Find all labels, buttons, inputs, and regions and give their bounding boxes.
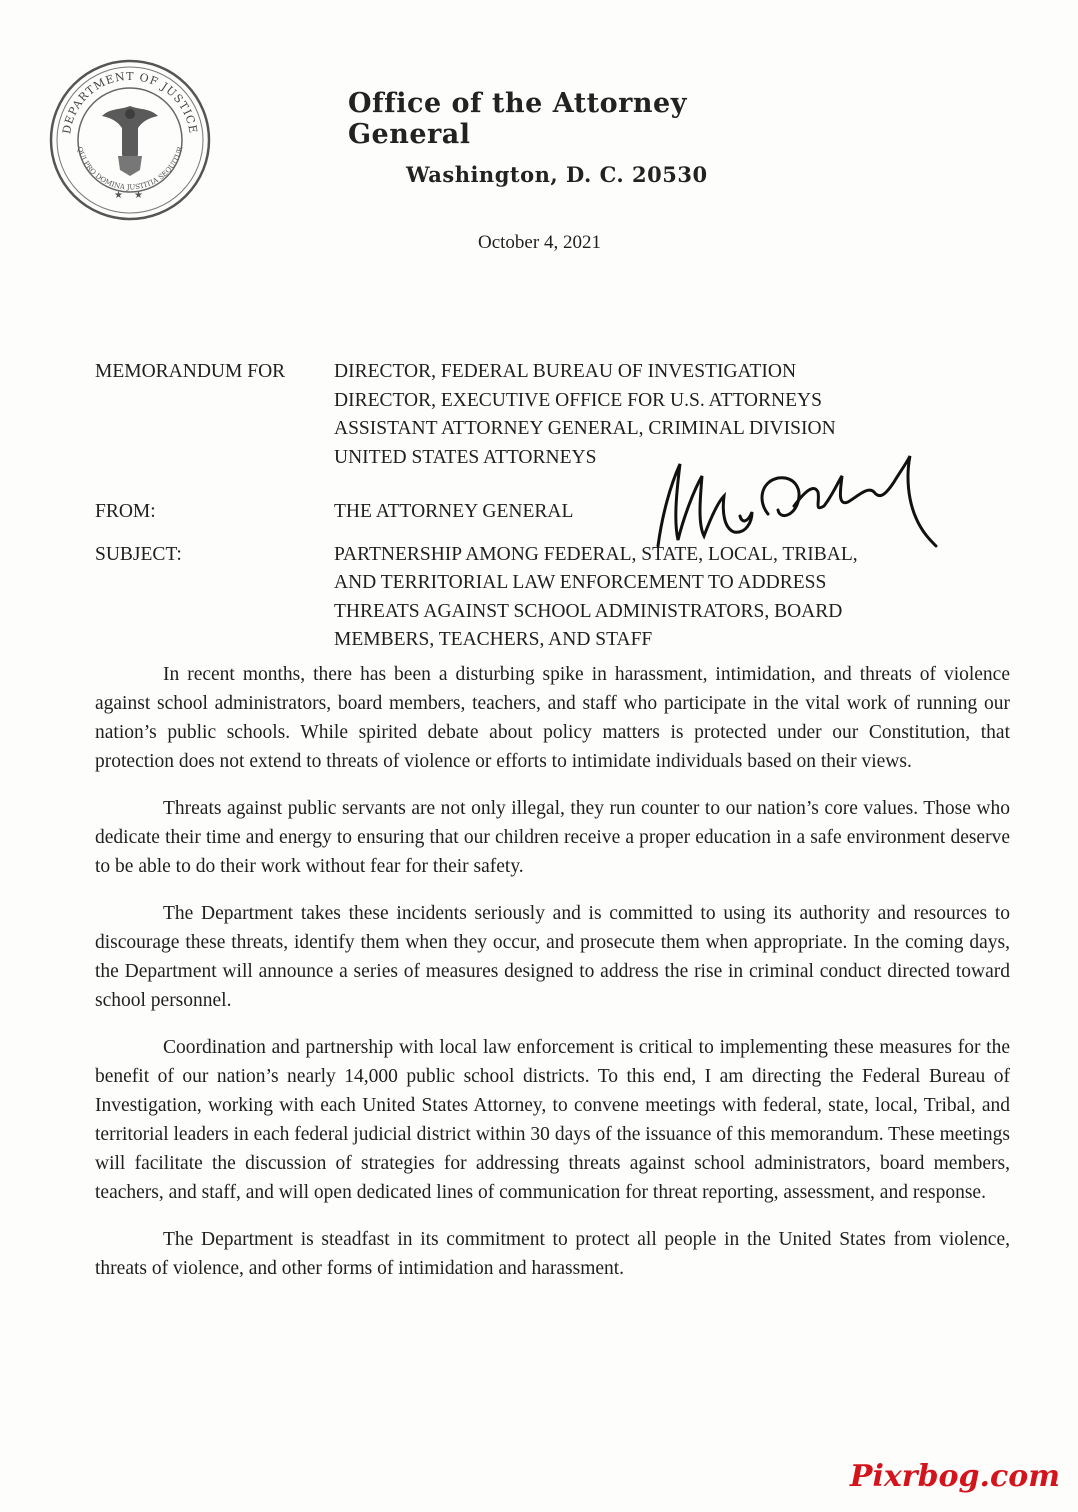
memo-for-label: MEMORANDUM FOR <box>95 361 286 382</box>
memo-subject-label: SUBJECT: <box>95 543 182 565</box>
body-paragraph: In recent months, there has been a disturbing spike in harassment, intimidation, and threats of violence against school administrators, board members, teachers, and staff who participate in the vital work of running our nation’s public schools. While spirited debate about policy matters is protected under our Constitution, that protection does not extend to threats of violence or efforts to intimidate individuals based on their views. <box>95 664 1010 772</box>
body-paragraph: The Department is steadfast in its commitment to protect all people in the United States from violence, threats of violence, and other forms of intimidation and harassment. <box>95 1229 1010 1279</box>
memo-subject-line: AND TERRITORIAL LAW ENFORCEMENT TO ADDRESS <box>334 572 827 593</box>
memo-recipient: ASSISTANT ATTORNEY GENERAL, CRIMINAL DIVISION <box>334 418 836 439</box>
signature-image <box>618 436 938 556</box>
letterhead-office: Office of the Attorney General <box>348 88 687 150</box>
memo-body <box>95 660 1010 1301</box>
memo-subject-row <box>95 541 1025 655</box>
memo-recipient: UNITED STATES ATTORNEYS <box>334 446 597 468</box>
letterhead-city: Washington, D. C. 20530 <box>406 162 708 187</box>
body-paragraph: Threats against public servants are not only illegal, they run counter to our nation’s core values. Those who dedicate their time and energy to ensuring that our children receive a proper education in a safe environment deserve to be able to do their work without fear for their safety. <box>95 798 1010 877</box>
memo-recipient: DIRECTOR, FEDERAL BUREAU OF INVESTIGATION <box>334 361 797 382</box>
memo-from-label: FROM: <box>95 501 156 522</box>
letterhead <box>340 88 810 187</box>
memo-subject-line: MEMBERS, TEACHERS, AND STAFF <box>334 629 653 650</box>
memo-for-row <box>95 358 1025 387</box>
memo-subject-line: PARTNERSHIP AMONG FEDERAL, STATE, LOCAL, TRIBAL, <box>334 543 858 565</box>
watermark: Pixrbog.com <box>849 1459 1060 1494</box>
svg-text:DEPARTMENT OF JUSTICE: DEPARTMENT OF JUSTICE <box>60 69 200 135</box>
memo-subject-line: THREATS AGAINST SCHOOL ADMINISTRATORS, BOARD <box>334 600 843 622</box>
memo-date: October 4, 2021 <box>478 232 601 253</box>
doj-seal-icon <box>48 58 212 222</box>
memo-from-value: THE ATTORNEY GENERAL <box>334 501 574 522</box>
body-paragraph: Coordination and partnership with local law enforcement is critical to implementing these measures for the benefit of our nation’s nearly 14,000 public school districts. To this end, I am directing the Federal Bureau of Investigation, working with each United States Attorney, to convene meetings with federal, state, local, Tribal, and territorial leaders in each federal judicial district within 30 days of the issuance of this memorandum. These meetings will facilitate the discussion of strategies for addressing threats against school administrators, board members, teachers, and staff, and will open dedicated lines of communication for threat reporting, assessment, and response. <box>95 1037 1010 1203</box>
svg-text:★: ★ <box>114 190 123 201</box>
svg-text:QUI PRO DOMINA JUSTITIA SEQUIT: QUI PRO DOMINA JUSTITIA SEQUITUR <box>75 145 185 192</box>
body-paragraph: The Department takes these incidents seriously and is committed to using its authority and resources to discourage these threats, identify them when they occur, and prosecute them when appropriate. In the coming days, the Department will announce a series of measures designed to address the rise in criminal conduct directed toward school personnel. <box>95 903 1010 1011</box>
svg-text:★: ★ <box>134 190 143 201</box>
memo-recipient: DIRECTOR, EXECUTIVE OFFICE FOR U.S. ATTORNEYS <box>334 389 822 411</box>
